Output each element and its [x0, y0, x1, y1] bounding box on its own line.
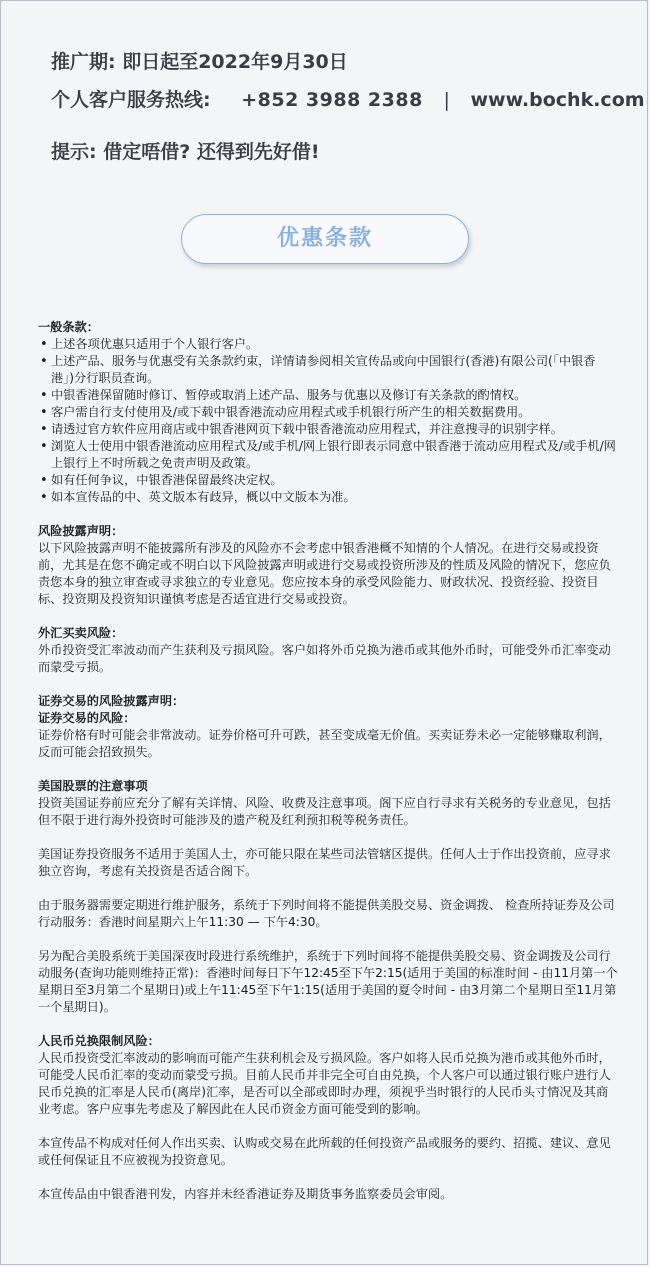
- terms-button[interactable]: 优惠条款: [181, 214, 469, 264]
- terms-content: [38, 319, 618, 1203]
- us-stocks-paragraph: 由于服务器需要定期进行维护服务，系统于下列时间将不能提供美股交易、资金调拨、 检查所持证券及公司行动服务：香港时间星期六上午11:30 — 下午4:30。: [38, 898, 615, 929]
- us-stocks-paragraph: 投资美国证券前应充分了解有关详情、风险、收费及注意事项。阁下应自行寻求有关税务的专业意见，包括但不限于进行海外投资时可能涉及的遗产税及红利预扣税等税务责任。: [38, 796, 611, 827]
- review-note: 本宣传品由中银香港刊发，内容并未经香港证券及期货事务监察委员会审阅。: [38, 1187, 453, 1201]
- us-stocks-title: 美国股票的注意事项: [38, 779, 148, 793]
- promo-tip: 提示: 借定唔借? 还得到先好借!: [51, 141, 320, 163]
- website-link[interactable]: www.bochk.com: [470, 89, 645, 111]
- promo-period: 推广期: 即日起至2022年9月30日: [51, 51, 348, 73]
- hotline-number: +852 3988 2388: [241, 89, 423, 111]
- promo-header: [51, 47, 645, 175]
- list-item: • 浏览人士使用中银香港流动应用程式及/或手机/网上银行即表示同意中银香港于流动应用程式及/或手机/网上银行上不时所载之免责声明及政策。: [38, 438, 618, 472]
- list-item: • 请透过官方软件应用商店或中银香港网页下载中银香港流动应用程式，并注意搜寻的识别字样。: [38, 421, 618, 438]
- securities-risk-body: 证券价格有时可能会非常波动。证券价格可升可跌，甚至变成毫无价值。买卖证券未必一定能够赚取利润，反而可能会招致损失。: [38, 728, 611, 759]
- list-item: • 如本宣传品的中、英文版本有歧异，概以中文版本为准。: [38, 489, 618, 506]
- hotline-line: [51, 85, 645, 123]
- fx-risk-body: 外币投资受汇率波动而产生获利及亏损风险。客户如将外币兑换为港币或其他外币时，可能受外币汇率变动而蒙受亏损。: [38, 643, 611, 674]
- us-stocks-paragraph: 另为配合美股系统于美国深夜时段进行系统维护，系统于下列时间将不能提供美股交易、资金调拨及公司行动服务(查询功能则维持正常)：香港时间每日下午12:45至下午2:15(适用于美国的标准时间 - 由11月第一个星期日至3月第二个星期日)或上午11:45至下午1:15(适用于美国的夏令时间 - 由3月第二个星期日至11月第一个星期日)。: [38, 949, 618, 1014]
- disclaimer: 本宣传品不构成对任何人作出买卖、认购或交易在此所载的任何投资产品或服务的要约、招揽、建议、意见或任何保证且不应被视为投资意见。: [38, 1136, 611, 1167]
- list-item: • 如有任何争议，中银香港保留最终决定权。: [38, 472, 618, 489]
- general-terms-list: [38, 336, 618, 506]
- hotline-label: 个人客户服务热线:: [51, 89, 211, 111]
- list-item: • 中银香港保留随时修订、暂停或取消上述产品、服务与优惠以及修订有关条款的酌情权。: [38, 387, 618, 404]
- risk-body: 以下风险披露声明不能披露所有涉及的风险亦不会考虑中银香港概不知情的个人情况。在进行交易或投资前，尤其是在您不确定或不明白以下风险披露声明或进行交易或投资所涉及的性质及风险的情况下，您应负责您本身的独立审查或寻求独立的专业意见。您应按本身的承受风险能力、财政状况、投资经验、投资目标、投资期及投资知识谨慎考虑是否适宜进行交易或投资。: [38, 541, 611, 606]
- securities-risk-subtitle: 证券交易的风险：: [38, 711, 136, 725]
- securities-risk-title: 证券交易的风险披露声明：: [38, 694, 185, 708]
- list-item: • 上述产品、服务与优惠受有关条款约束，详情请参阅相关宣传品或向中国银行(香港)有限公司(「中银香港」)分行职员查询。: [38, 353, 618, 387]
- list-item: • 上述各项优惠只适用于个人银行客户。: [38, 336, 618, 353]
- fx-risk-title: 外汇买卖风险：: [38, 626, 124, 640]
- rmb-risk-title: 人民币兑换限制风险：: [38, 1034, 160, 1048]
- list-item: • 客户需自行支付使用及/或下载中银香港流动应用程式或手机银行所产生的相关数据费用。: [38, 404, 618, 421]
- general-terms-title: 一般条款：: [38, 320, 99, 334]
- us-stocks-paragraph: 美国证券投资服务不适用于美国人士，亦可能只限在某些司法管辖区提供。任何人士于作出投资前，应寻求独立咨询，考虑有关投资是否适合阁下。: [38, 847, 611, 878]
- risk-title: 风险披露声明：: [38, 524, 124, 538]
- rmb-risk-body: 人民币投资受汇率波动的影响而可能产生获利机会及亏损风险。客户如将人民币兑换为港币或其他外币时，可能受人民币汇率的变动而蒙受亏损。目前人民币并非完全可自由兑换，个人客户可以通过银行账户进行人民币兑换的汇率是人民币(离岸)汇率，是否可以全部或即时办理，须视乎当时银行的人民币头寸情况及其商业考虑。客户应事先考虑及了解因此在人民币资金方面可能受到的影响。: [38, 1051, 611, 1116]
- separator: |: [443, 89, 450, 111]
